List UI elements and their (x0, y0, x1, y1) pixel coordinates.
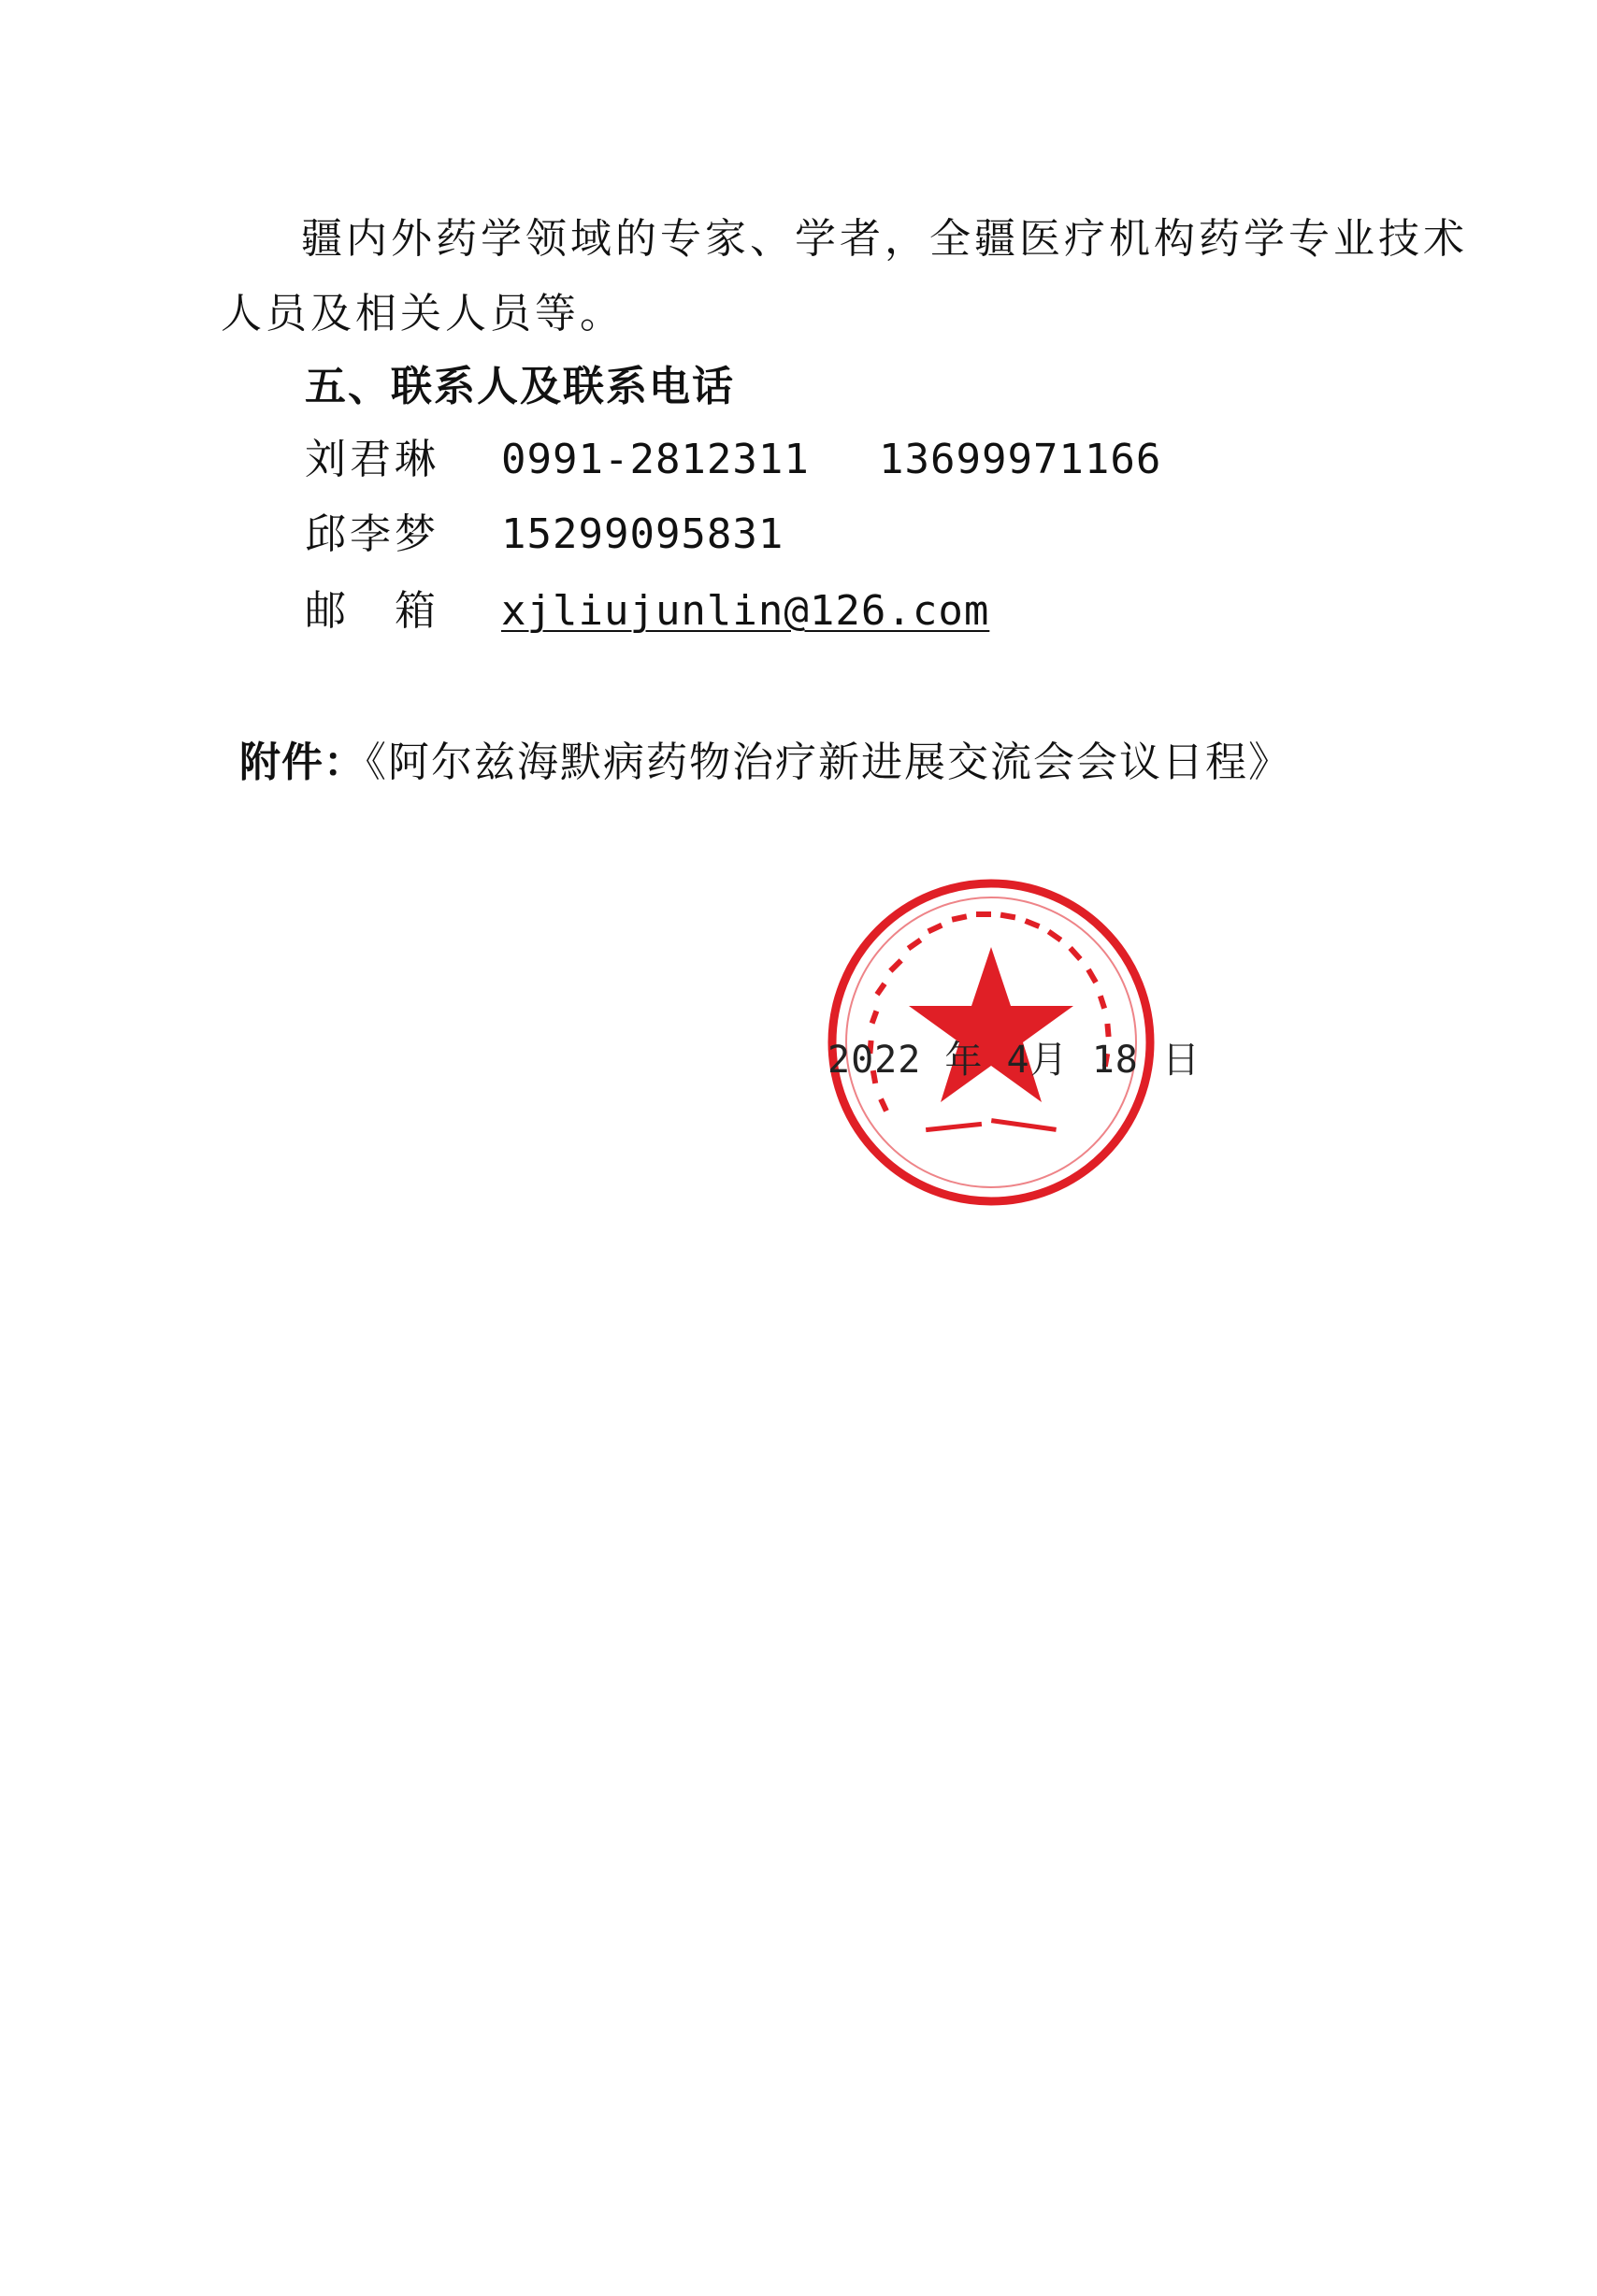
contact-phone-2: 15299095831 (501, 510, 784, 558)
document-date (827, 1034, 1201, 1086)
contact-phone-1: 0991-2812311 (501, 436, 810, 483)
attachment-line (239, 735, 1291, 791)
attachment-title[interactable]: 《阿尔兹海默病药物治疗新进展交流会会议日程》 (366, 739, 1291, 786)
body-paragraph-line-2: 人员及相关人员等。 (221, 290, 625, 337)
date-year: 2022 (827, 1039, 922, 1082)
body-paragraph-line-1: 疆内外药学领域的专家、学者，全疆医疗机构药学专业技术 (301, 215, 1468, 263)
contact-mobile-1: 13699971166 (879, 436, 1162, 483)
section-heading: 五、联系人及联系电话 (305, 363, 735, 410)
date-month-char: 月 (1029, 1039, 1069, 1082)
email-label: 邮 箱 (305, 587, 439, 635)
date-month: 4 (1006, 1039, 1030, 1082)
date-year-char: 年 (944, 1039, 984, 1082)
date-day-char: 日 (1161, 1039, 1201, 1082)
email-link[interactable]: xjliujunlin@126.com (501, 587, 990, 635)
contact-name-1: 刘君琳 (305, 436, 439, 483)
attachment-label: 附件： (239, 739, 366, 786)
contact-name-2: 邱李梦 (305, 510, 439, 558)
date-day: 18 (1091, 1039, 1139, 1082)
